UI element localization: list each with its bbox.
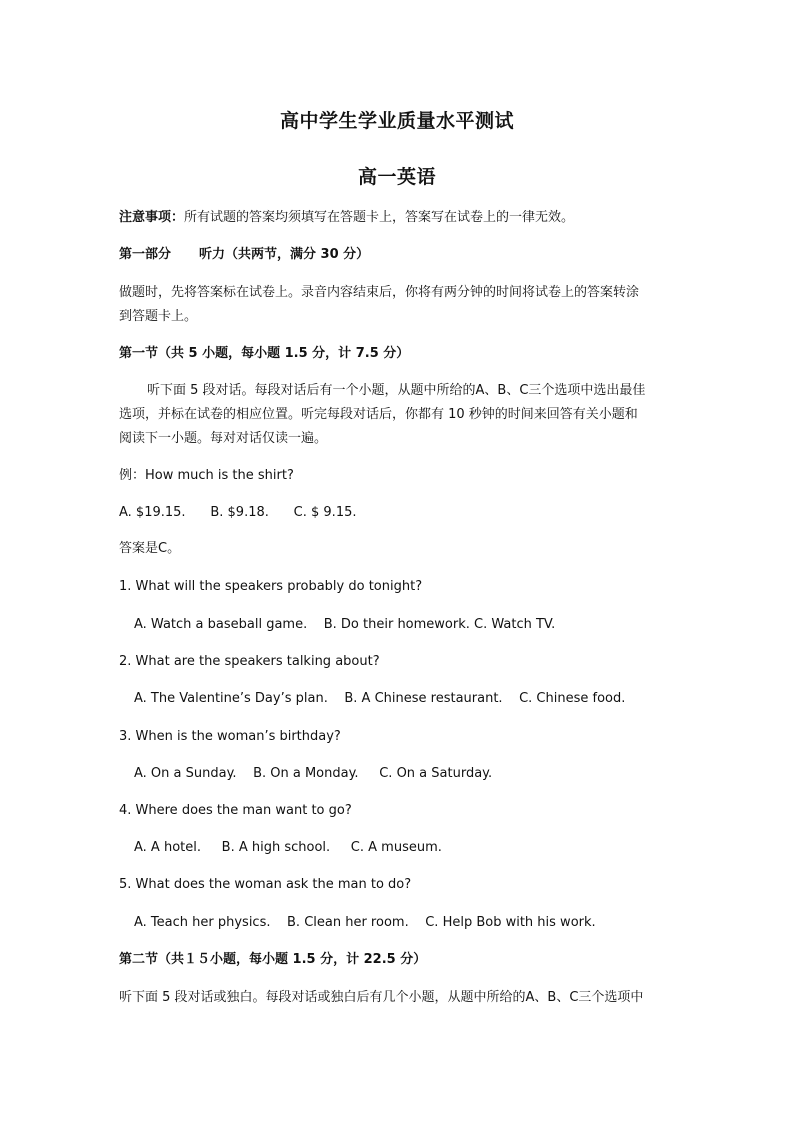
notice-text: 所有试题的答案均须填写在答题卡上，答案写在试卷上的一律无效。 <box>184 210 575 225</box>
exam-title: 高中学生学业质量水平测试 <box>279 110 514 132</box>
question-3: 3. When is the woman’s birthday? <box>119 729 341 744</box>
exam-subtitle: 高一英语 <box>357 166 436 188</box>
notice-label: 注意事项： <box>119 210 185 225</box>
section2-instruction-1: 听下面 5 段对话或独白。每段对话或独白后有几个小题，从题中所给的A、B、C三个选项中 <box>119 990 644 1005</box>
question-5: 5. What does the woman ask the man to do? <box>119 877 412 892</box>
example-options: A. $19.15. B. $9.18. C. $ 9.15. <box>119 505 357 520</box>
example-answer: 答案是C。 <box>119 541 181 556</box>
question-5-options: A. Teach her physics. B. Clean her room. C. Help Bob with his work. <box>134 915 596 930</box>
question-3-options: A. On a Sunday. B. On a Monday. C. On a Saturday. <box>134 766 493 781</box>
part1-heading <box>119 246 679 264</box>
section2-heading: 第二节（共１５小题，每小题 1.5 分，计 22.5 分） <box>119 952 427 967</box>
section1-heading: 第一节（共 5 小题，每小题 1.5 分，计 7.5 分） <box>119 346 410 361</box>
question-1: 1. What will the speakers probably do tonight? <box>119 579 423 594</box>
section1-instruction-2: 选项，并标在试卷的相应位置。听完每段对话后，你都有 10 秒钟的时间来回答有关小题和 <box>119 407 638 422</box>
part1-title: 听力（共两节，满分 30 分） <box>199 247 370 262</box>
question-1-options: A. Watch a baseball game. B. Do their homework. C. Watch TV. <box>134 617 556 632</box>
notice-line <box>119 209 679 227</box>
question-4-options: A. A hotel. B. A high school. C. A museum. <box>134 840 442 855</box>
question-2-options: A. The Valentine’s Day’s plan. B. A Chinese restaurant. C. Chinese food. <box>134 691 626 706</box>
section1-instruction-3: 阅读下一小题。每对对话仅读一遍。 <box>119 431 328 446</box>
part1-label: 第一部分 <box>119 247 172 262</box>
part1-instruction-1: 做题时，先将答案标在试卷上。录音内容结束后，你将有两分钟的时间将试卷上的答案转涂 <box>119 285 640 300</box>
example-question: 例：How much is the shirt? <box>119 468 294 483</box>
section1-instruction-1: 听下面 5 段对话。每段对话后有一个小题，从题中所给的A、B、C三个选项中选出最佳 <box>147 383 646 398</box>
question-2: 2. What are the speakers talking about? <box>119 654 380 669</box>
part1-instruction-2: 到答题卡上。 <box>119 309 198 324</box>
question-4: 4. Where does the man want to go? <box>119 803 352 818</box>
